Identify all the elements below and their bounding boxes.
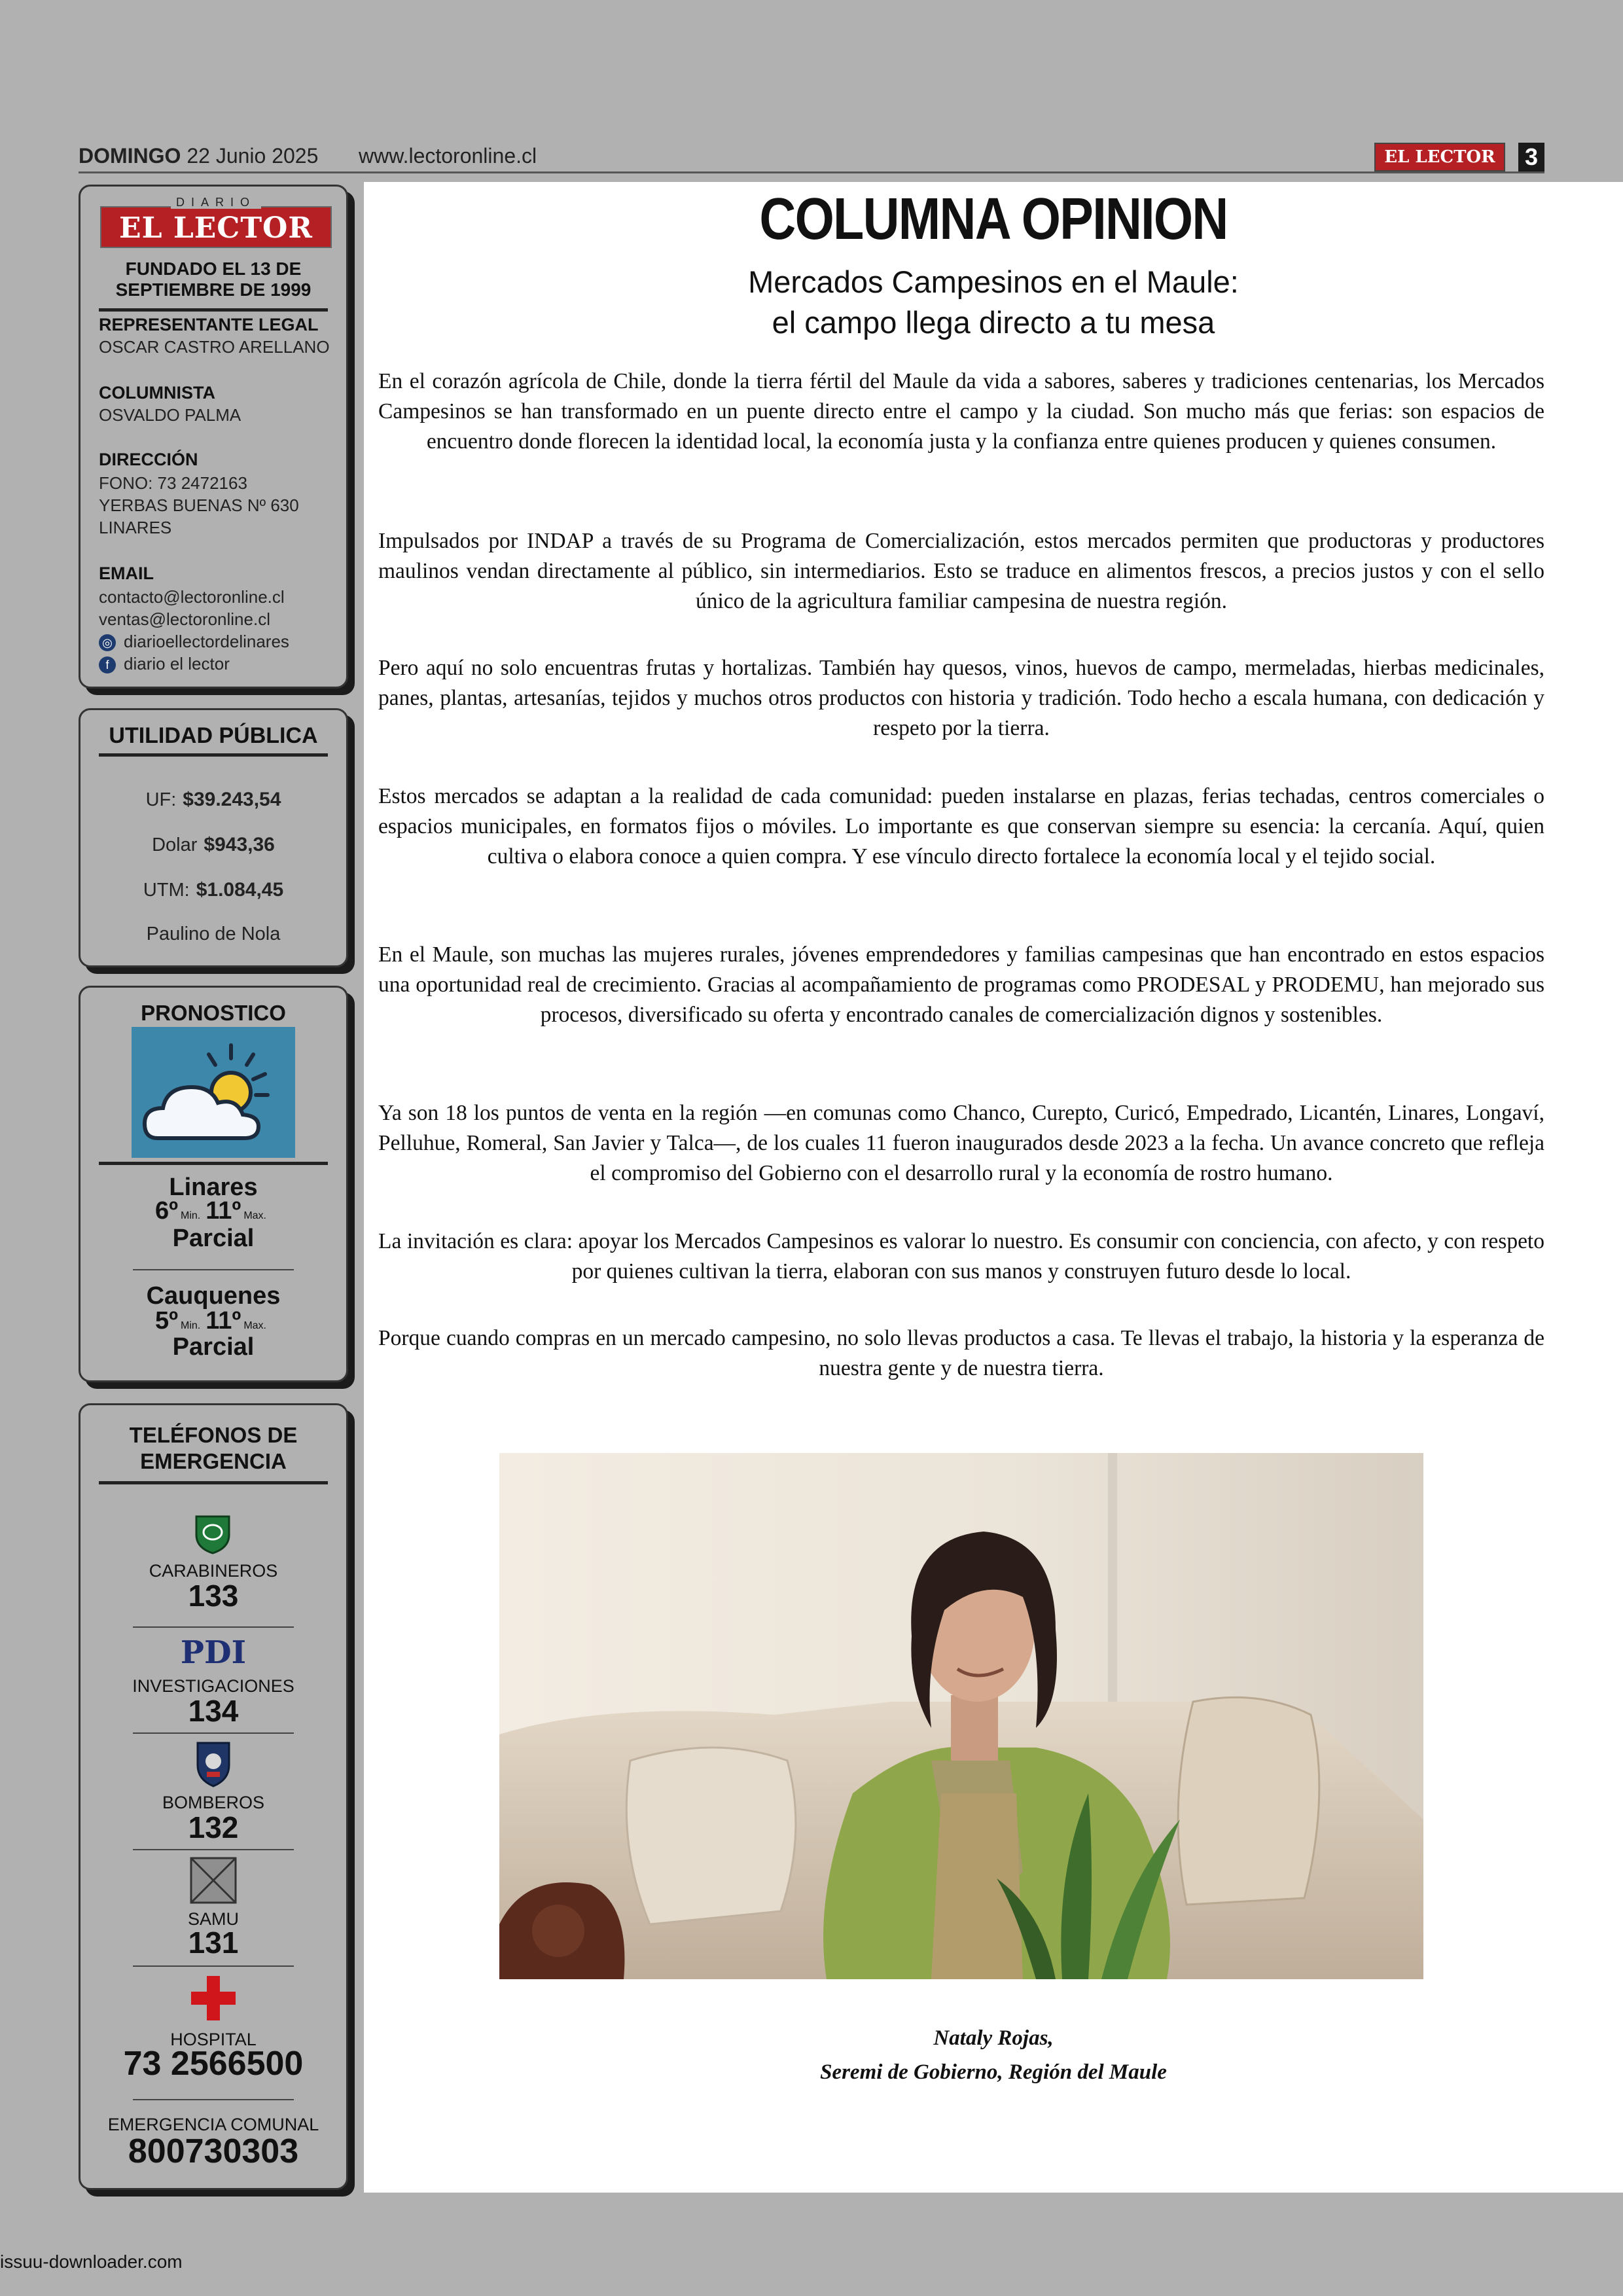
utm-row: UTM: $1.084,45	[143, 879, 284, 901]
newspaper-logo	[100, 196, 332, 248]
emergency-label: CARABINEROS	[149, 1561, 278, 1581]
address-label: DIRECCIÓN	[99, 450, 198, 469]
page-number: 3	[1518, 143, 1544, 171]
email-label: EMAIL	[99, 564, 154, 583]
emergency-label: EMERGENCIA COMUNAL	[107, 2115, 319, 2134]
founded-text: FUNDADO EL 13 DE SEPTIEMBRE DE 1999	[115, 259, 312, 300]
forecast-panel	[79, 986, 348, 1382]
emergency-label: BOMBEROS	[162, 1793, 265, 1812]
email-sales[interactable]: ventas@lectoronline.cl	[99, 609, 270, 629]
uf-row: UF: $39.243,54	[145, 789, 281, 810]
article-paragraph: Pero aquí no solo encuentras frutas y hortalizas. También hay quesos, vinos, huevos de campo, mermeladas, hierbas medicinales, panes, plantas, artesanías, tejidos y muchos otros productos con historia y tradición. Todo hecho a escala humana, con dedicación y respeto por la tierra.	[378, 656, 1544, 740]
forecast-temps: 6º Min. 11º Max.	[155, 1197, 266, 1225]
emergency-number[interactable]: 800730303	[128, 2132, 299, 2170]
article-paragraph: Porque cuando compras en un mercado campesino, no solo llevas productos a casa. Te llevas el trabajo, la historia y la esperanza de nuestra gente y de nuestra tierra.	[378, 1326, 1544, 1380]
issue-date: DOMINGO 22 Junio 2025	[79, 144, 319, 168]
author-name: Nataly Rojas,	[933, 2026, 1054, 2050]
author-role: Seremi de Gobierno, Región del Maule	[820, 2060, 1167, 2084]
pdi-logo: PDI	[180, 1634, 247, 1671]
bomberos-badge-icon	[194, 1739, 233, 1792]
partly-cloudy-icon	[132, 1027, 295, 1158]
emergency-number[interactable]: 134	[188, 1694, 239, 1728]
header-logo: EL LECTOR	[1374, 143, 1505, 171]
carabineros-shield-icon	[191, 1513, 234, 1559]
website-link[interactable]: www.lectoronline.cl	[359, 144, 537, 168]
article-paragraph: Impulsados por INDAP a través de su Programa de Comercialización, estos mercados permiten que productoras y productores maulinos vendan directamente al público, sin intermediarios. Esto se traduce en alimentos frescos, a precios justos y con el sello único de la agricultura familiar campesina de nuestra región.	[378, 529, 1544, 613]
emergency-number[interactable]: 132	[188, 1810, 239, 1844]
email-contact[interactable]: contacto@lectoronline.cl	[99, 587, 285, 607]
red-cross-icon	[190, 1975, 237, 2025]
opinion-article	[364, 182, 1623, 2193]
article-paragraph: En el corazón agrícola de Chile, donde la tierra fértil del Maule da vida a sabores, saberes y tradiciones centenarias, los Mercados Campesinos se han transformado en un puente directo entre el campo y la ciudad. Son mucho más que ferias: son espacios de encuentro donde florecen la identidad local, la economía justa y la confianza entre quienes producen y quienes consumen.	[378, 369, 1544, 454]
phone-text: FONO: 73 2472163	[99, 473, 247, 493]
columnist-name: OSVALDO PALMA	[99, 405, 241, 425]
instagram-link[interactable]: ◎ diarioellectordelinares	[99, 630, 289, 653]
street-text: YERBAS BUENAS Nº 630	[99, 495, 299, 515]
utility-panel	[79, 708, 348, 967]
article-paragraph: La invitación es clara: apoyar los Mercados Campesinos es valorar lo nuestro. Es consumir con conciencia, con afecto, y con respeto por quienes cultivan la tierra, elaboran con sus manos y construyen futuro desde lo local.	[378, 1229, 1544, 1283]
saint-of-day: Paulino de Nola	[146, 924, 281, 944]
masthead-panel	[79, 185, 348, 689]
article-paragraph: En el Maule, son muchas las mujeres rurales, jóvenes emprendedores y familias campesinas que han encontrado en estos espacios una oportunidad real de crecimiento. Gracias al acompañamiento de programas como PRODESAL y PRODEMU, han mejorado sus procesos, diversificado su oferta y encontrado canales de comercialización dignos y sostenibles.	[378, 942, 1544, 1027]
samu-placeholder-icon	[190, 1857, 237, 1907]
article-headline: Mercados Campesinos en el Maule: el campo llega directo a tu mesa	[748, 264, 1239, 340]
source-watermark: issuu-downloader.com	[0, 2251, 183, 2272]
logo-name: EL LECTOR	[119, 211, 313, 245]
legal-name: OSCAR CASTRO ARELLANO	[99, 337, 330, 357]
city-text: LINARES	[99, 518, 172, 537]
emergency-label: HOSPITAL	[170, 2030, 257, 2049]
facebook-icon: f	[99, 656, 116, 673]
emergency-title: TELÉFONOS DE EMERGENCIA	[129, 1423, 298, 1473]
forecast-state: Parcial	[172, 1225, 255, 1252]
emergency-label: SAMU	[187, 1909, 239, 1929]
forecast-city: Linares	[169, 1174, 258, 1201]
article-paragraph: Ya son 18 los puntos de venta en la región —en comunas como Chanco, Curepto, Curicó, Empedrado, Licantén, Linares, Longaví, Pelluhue, Romeral, San Javier y Talca—, de los cuales 11 fueron inaugurados desde 2023 a la fecha. Un avance concreto que refleja el compromiso del Gobierno con el desarrollo rural y la economía de rostro humano.	[378, 1101, 1544, 1185]
forecast-temps: 5º Min. 11º Max.	[155, 1307, 266, 1335]
article-paragraph: Estos mercados se adaptan a la realidad de cada comunidad: pueden instalarse en plazas, ferias techadas, centros comerciales o espacios municipales, en formatos fijos o móviles. Lo importante es que conservan siempre su esencia: la cercanía. Aquí, quien cultiva o elabora conoce a quien compra. Y ese vínculo directo fortalece la economía local y el tejido social.	[378, 784, 1544, 869]
author-photo	[499, 1453, 1423, 1979]
facebook-link[interactable]: f diario el lector	[99, 653, 230, 675]
forecast-state: Parcial	[172, 1333, 255, 1361]
forecast-title: PRONOSTICO	[141, 1001, 286, 1025]
instagram-icon: ◎	[99, 634, 116, 651]
emergency-number[interactable]: 131	[188, 1926, 239, 1960]
emergency-label: INVESTIGACIONES	[132, 1676, 294, 1696]
emergency-number[interactable]: 73 2566500	[123, 2045, 304, 2083]
columnist-label: COLUMNISTA	[99, 383, 215, 403]
forecast-city: Cauquenes	[146, 1282, 281, 1310]
logo-small-text: DIARIO	[171, 196, 261, 209]
legal-label: REPRESENTANTE LEGAL	[99, 315, 319, 334]
page-header	[79, 143, 1544, 173]
emergency-panel	[79, 1403, 348, 2190]
section-title: COLUMNA OPINION	[759, 187, 1228, 252]
utility-title: UTILIDAD PÚBLICA	[109, 723, 318, 748]
dolar-row: Dolar $943,36	[152, 834, 275, 855]
emergency-number[interactable]: 133	[188, 1579, 239, 1613]
